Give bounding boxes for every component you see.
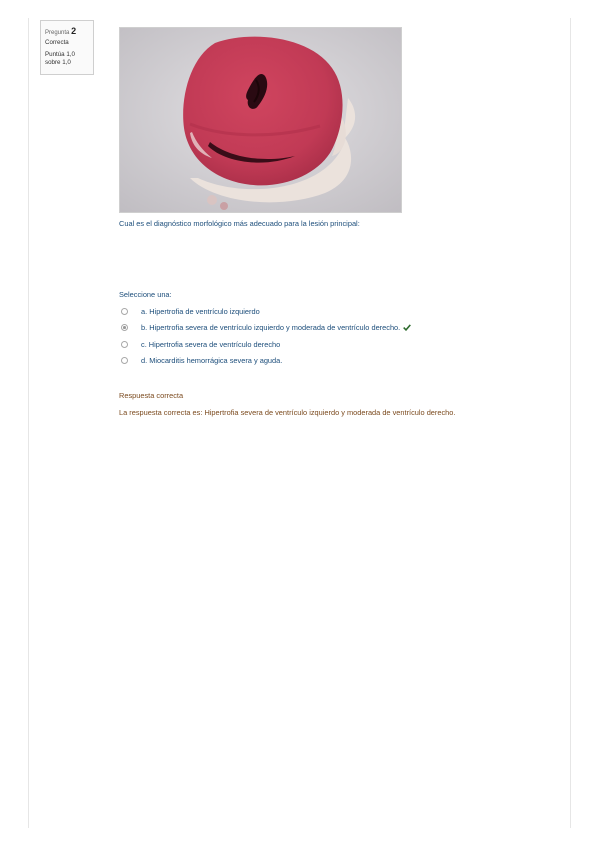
question-number: 2 (71, 26, 77, 36)
radio-button[interactable] (121, 308, 128, 315)
checkmark-icon (403, 324, 411, 331)
question-grade-line2: sobre 1,0 (45, 59, 71, 67)
feedback-status: Respuesta correcta (119, 391, 184, 400)
answer-label: d. Miocarditis hemorrágica severa y aguda. (141, 356, 283, 366)
correct-answer-text: La respuesta correcta es: Hipertrofia severa de ventrículo izquierdo y moderada de ventrículo derecho. (119, 408, 456, 417)
answer-option-b[interactable] (121, 320, 411, 337)
question-info-box (40, 20, 94, 75)
radio-button[interactable] (121, 357, 128, 364)
page-border-left (28, 18, 29, 828)
answer-option-a[interactable] (121, 303, 411, 320)
question-text: Cual es el diagnóstico morfológico más adecuado para la lesión principal: (119, 219, 360, 228)
question-label: Pregunta (45, 30, 70, 36)
radio-button-selected[interactable] (121, 324, 128, 331)
answer-option-d[interactable] (121, 353, 411, 370)
question-number-line (45, 25, 89, 37)
heart-specimen-image (119, 27, 402, 213)
answer-label: c. Hipertrofia severa de ventrículo derecho (141, 339, 281, 349)
answer-list (121, 303, 411, 369)
answer-prompt: Seleccione una: (119, 290, 172, 299)
question-grade-line1: Puntúa 1,0 (45, 50, 75, 58)
radio-button[interactable] (121, 341, 128, 348)
answer-label: a. Hipertrofia de ventrículo izquierdo (141, 306, 260, 316)
answer-option-c[interactable] (121, 336, 411, 353)
page-border-right (570, 18, 571, 828)
question-state: Correcta (45, 39, 69, 47)
answer-label: b. Hipertrofia severa de ventrículo izquierdo y moderada de ventrículo derecho. (141, 323, 401, 333)
